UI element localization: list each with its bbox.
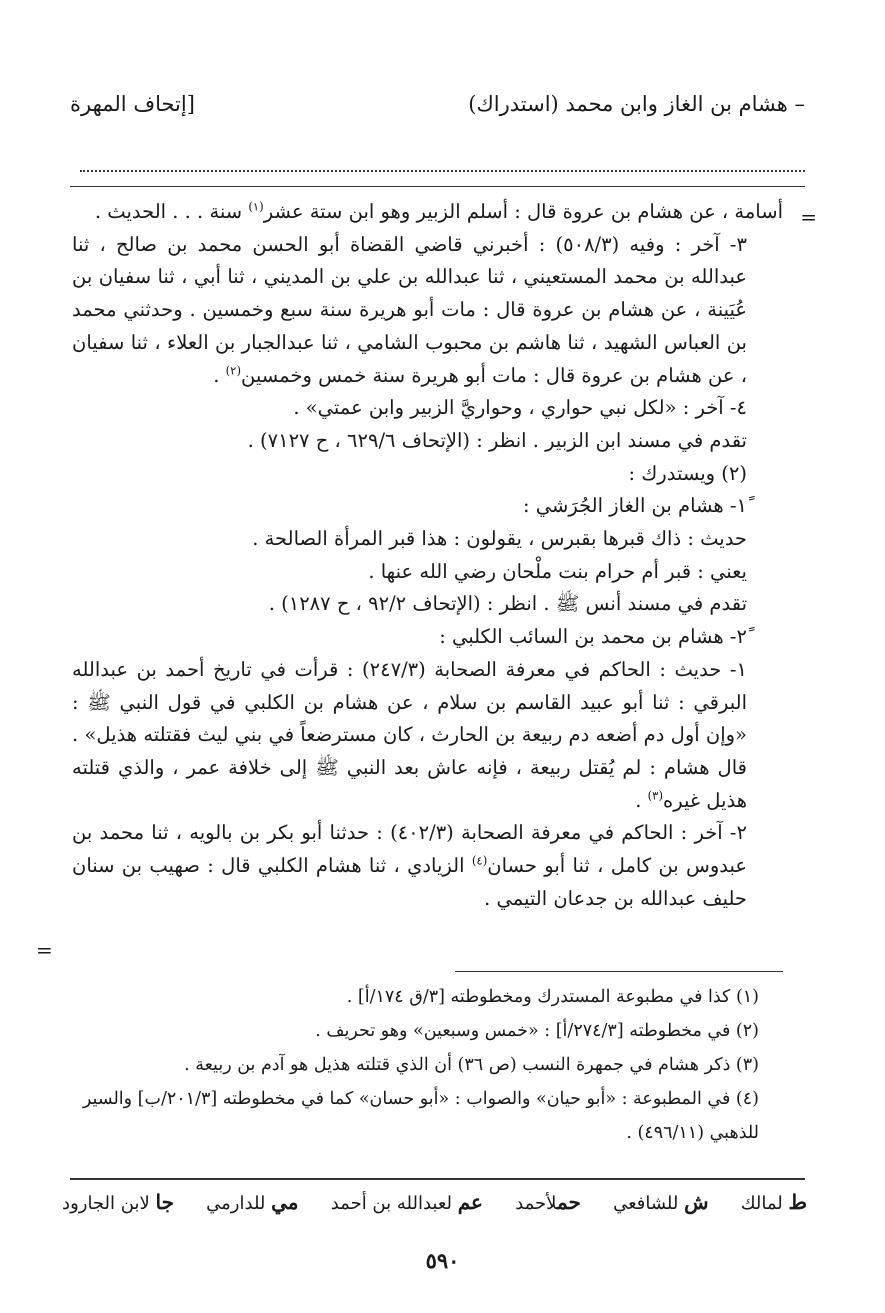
paragraph-item-4: ٤- آخر : «لكل نبي حواري ، وحواريَّ الزبير وابن عمتي» . [293,396,747,420]
legend-item: حملأحمد [515,1190,581,1214]
footnote-1: (١) كذا في مطبوعة المستدرك ومخطوطته [٣/ق ١٧٤/أ] . [346,987,759,1007]
top-rule [70,186,805,187]
footnote-4: (٤) في المطبوعة : «أبو حيان» والصواب : «أبو حسان» كما في مخطوطته [٢٠١/٣/ب] والسير للذهبي (٤٩٦/١١) . [82,1089,759,1143]
bottom-rule [70,1178,805,1180]
legend-item: ش للشافعي [613,1190,709,1214]
section-heading-2: (٢) ويستدرك : [628,461,747,485]
main-text [72,196,783,915]
abbreviation-legend [62,1190,807,1226]
header-title: – هشام بن الغاز وابن محمد (استدراك) [468,92,805,116]
hadith-reference: تقدم في مسند أنس ﷺ . انظر : (الإتحاف ٩٢/٢ ، ح ١٢٨٧) . [268,592,747,616]
page-number: ٥٩٠ [425,1248,460,1273]
footnote-2: (٢) في مخطوطته [٢٧٤/٣/أ] : «خمس وسبعين» وهو تحريف . [315,1021,759,1041]
hadith-explanation: يعني : قبر أم حرام بنت ملْحان رضي الله عنها . [368,559,747,583]
footnotes [72,980,783,1150]
legend-item: عم لعبدالله بن أحمد [330,1190,483,1214]
hadith-text: حديث : ذاك قبرها بقبرس ، يقولون : هذا قبر المرأة الصالحة . [252,527,747,551]
footnote-ref: (١) [248,199,264,214]
legend-item: مي للدارمي [206,1190,299,1214]
legend-item: جا لابن الجارود [62,1190,174,1214]
paragraph-continuation: أسامة ، عن هشام بن عروة قال : أسلم الزبير وهو ابن ستة عشر$^{(١)}$ سنة . . . الحديث . [94,199,783,223]
narrator-heading-2: ٢ً- هشام بن محمد بن السائب الكلبي : [439,625,747,649]
paragraph-item-4-ref: تقدم في مسند ابن الزبير . انظر : (الإتحاف ٦٢٩/٦ ، ح ٧١٢٧) . [247,428,747,452]
paragraph-kalbi-1: ١- حديث : الحاكم في معرفة الصحابة (٢٤٧/٣) : قرأت في تاريخ أحمد بن عبدالله البرقي : ثنا أبو عبيد القاسم بن سلام ، عن هشام بن الكلبي في قول النبي ﷺ : «وإن أول دم أضعه دم ربيعة بن الحارث ، كان مسترضعاً في بني ليث فقتلته هذيل» . قال هشام : لم يُقتل ربيعة ، فإنه عاش بعد النبي ﷺ إلى خلافة عمر ، والذي قتلته هذيل غيره$^{(٣)}$ . [72,657,747,812]
running-header [70,84,805,124]
legend-item: ط لمالك [740,1190,807,1214]
footnote-ref: (٢) [225,363,241,378]
footnote-ref: (٣) [647,788,664,803]
paragraph-kalbi-2: ٢- آخر : الحاكم في معرفة الصحابة (٤٠٢/٣) : حدثنا أبو بكر بن بالويه ، ثنا محمد بن عبدوس بن كامل ، ثنا أبو حسان$^{(٤)}$ الزيادي ، ثنا هشام الكلبي قال : صهيب بن سنان حليف عبدالله بن جدعان التيمي . [72,821,747,910]
footnote-ref: (٤) [471,853,488,868]
header-book-name: [إتحاف المهرة [70,92,195,116]
continuation-mark-bottom: = [36,938,53,962]
footnote-rule [455,971,783,972]
continuation-mark-top: = [800,205,817,229]
dotted-separator [80,170,805,172]
narrator-heading-1: ١ً- هشام بن الغاز الجُرَشي : [522,494,747,518]
footnote-3: (٣) ذكر هشام في جمهرة النسب (ص ٣٦) أن الذي قتلته هذيل هو آدم بن ربيعة . [184,1055,759,1075]
paragraph-item-3: ٣- آخر : وفيه (٥٠٨/٣) : أخبرني قاضي القضاة أبو الحسن محمد بن صالح ، ثنا عبدالله بن محمد المستعيني ، ثنا عبدالله بن علي بن المديني ، ثنا أبي ، ثنا سفيان بن عُيَينة ، عن هشام بن عروة قال : مات أبو هريرة سنة سبع وخمسين . وحدثني محمد بن العباس الشهيد ، ثنا هاشم بن محبوب الشامي ، ثنا عبدالجبار بن العلاء ، ثنا سفيان ، عن هشام بن عروة قال : مات أبو هريرة سنة خمس وخمسين$^{(٢)}$ . [72,232,748,387]
